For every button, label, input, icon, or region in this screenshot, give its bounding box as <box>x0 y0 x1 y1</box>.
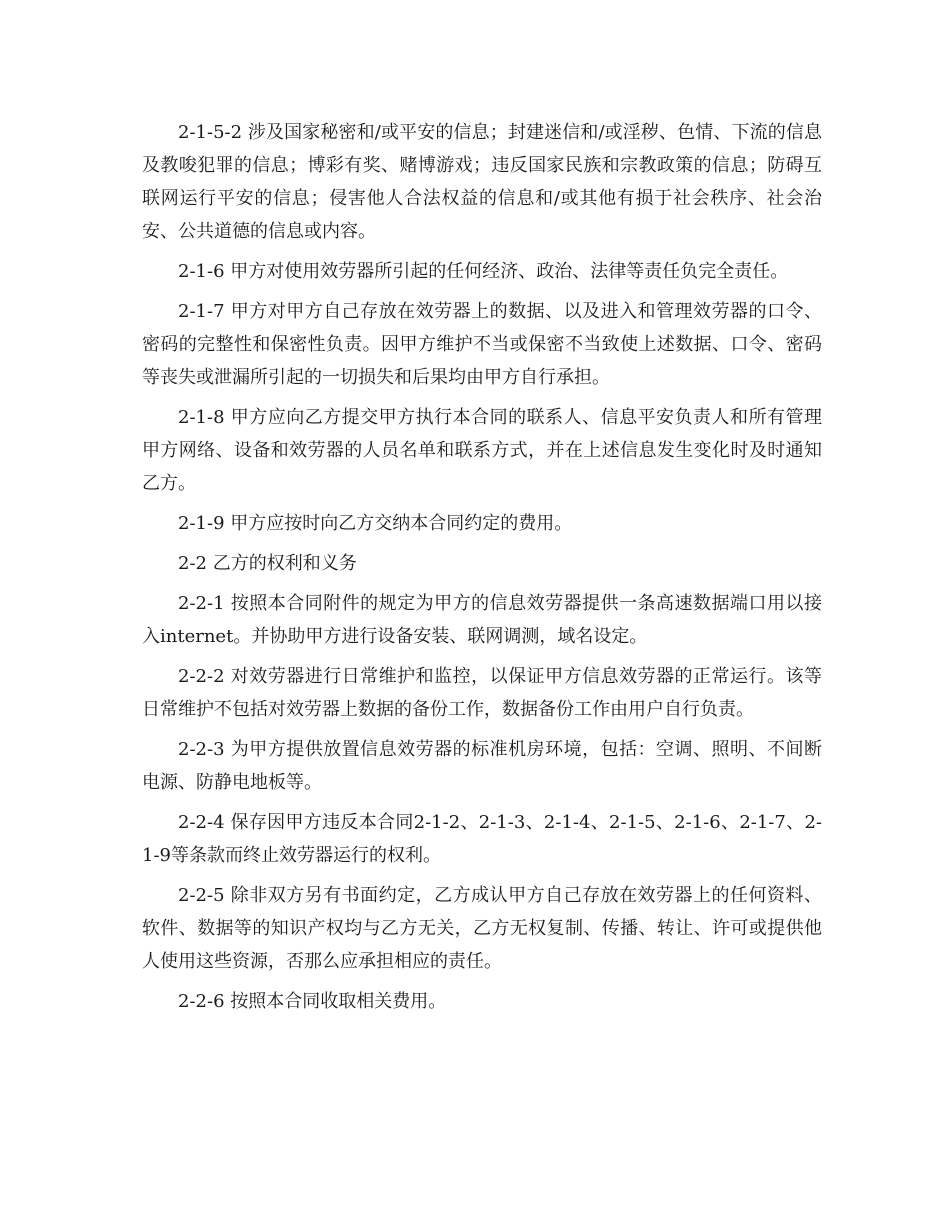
clause-2-2-3: 2-2-3 为甲方提供放置信息效劳器的标准机房环境，包括：空调、照明、不间断电源、防静电地板等。 <box>142 739 822 793</box>
section-heading-2-2: 2-2 乙方的权利和义务 <box>178 553 357 574</box>
clause-2-2-1: 2-2-1 按照本合同附件的规定为甲方的信息效劳器提供一条高速数据端口用以接入internet。并协助甲方进行设备安装、联网调测，域名设定。 <box>142 593 822 647</box>
clause-2-1-6: 2-1-6 甲方对使用效劳器所引起的任何经济、政治、法律等责任负完全责任。 <box>178 261 789 282</box>
clause-2-1-7: 2-1-7 甲方对甲方自己存放在效劳器上的数据、以及进入和管理效劳器的口令、密码的完整性和保密性负责。因甲方维护不当或保密不当致使上述数据、口令、密码等丧失或泄漏所引起的一切损失和后果均由甲方自行承担。 <box>142 301 822 388</box>
clause-2-1-5-2: 2-1-5-2 涉及国家秘密和/或平安的信息；封建迷信和/或淫秽、色情、下流的信息及教唆犯罪的信息；博彩有奖、赌博游戏；违反国家民族和宗教政策的信息；防碍互联网运行平安的信息；侵害他人合法权益的信息和/或其他有损于社会秩序、社会治安、公共道德的信息或内容。 <box>142 122 822 242</box>
clause-2-1-9: 2-1-9 甲方应按时向乙方交纳本合同约定的费用。 <box>178 513 573 534</box>
clause-2-2-5: 2-2-5 除非双方另有书面约定，乙方成认甲方自己存放在效劳器上的任何资料、软件、数据等的知识产权均与乙方无关，乙方无权复制、传播、转让、许可或提供他人使用这些资源，否那么应承担相应的责任。 <box>142 885 822 972</box>
clause-2-2-2: 2-2-2 对效劳器进行日常维护和监控，以保证甲方信息效劳器的正常运行。该等日常维护不包括对效劳器上数据的备份工作，数据备份工作由用户自行负责。 <box>142 666 822 720</box>
document-body <box>142 116 822 1025</box>
clause-2-2-4: 2-2-4 保存因甲方违反本合同2-1-2、2-1-3、2-1-4、2-1-5、2-1-6、2-1-7、2-1-9等条款而终止效劳器运行的权利。 <box>142 812 822 866</box>
clause-2-1-8: 2-1-8 甲方应向乙方提交甲方执行本合同的联系人、信息平安负责人和所有管理甲方网络、设备和效劳器的人员名单和联系方式，并在上述信息发生变化时及时通知乙方。 <box>142 407 822 494</box>
clause-2-2-6: 2-2-6 按照本合同收取相关费用。 <box>178 991 447 1012</box>
